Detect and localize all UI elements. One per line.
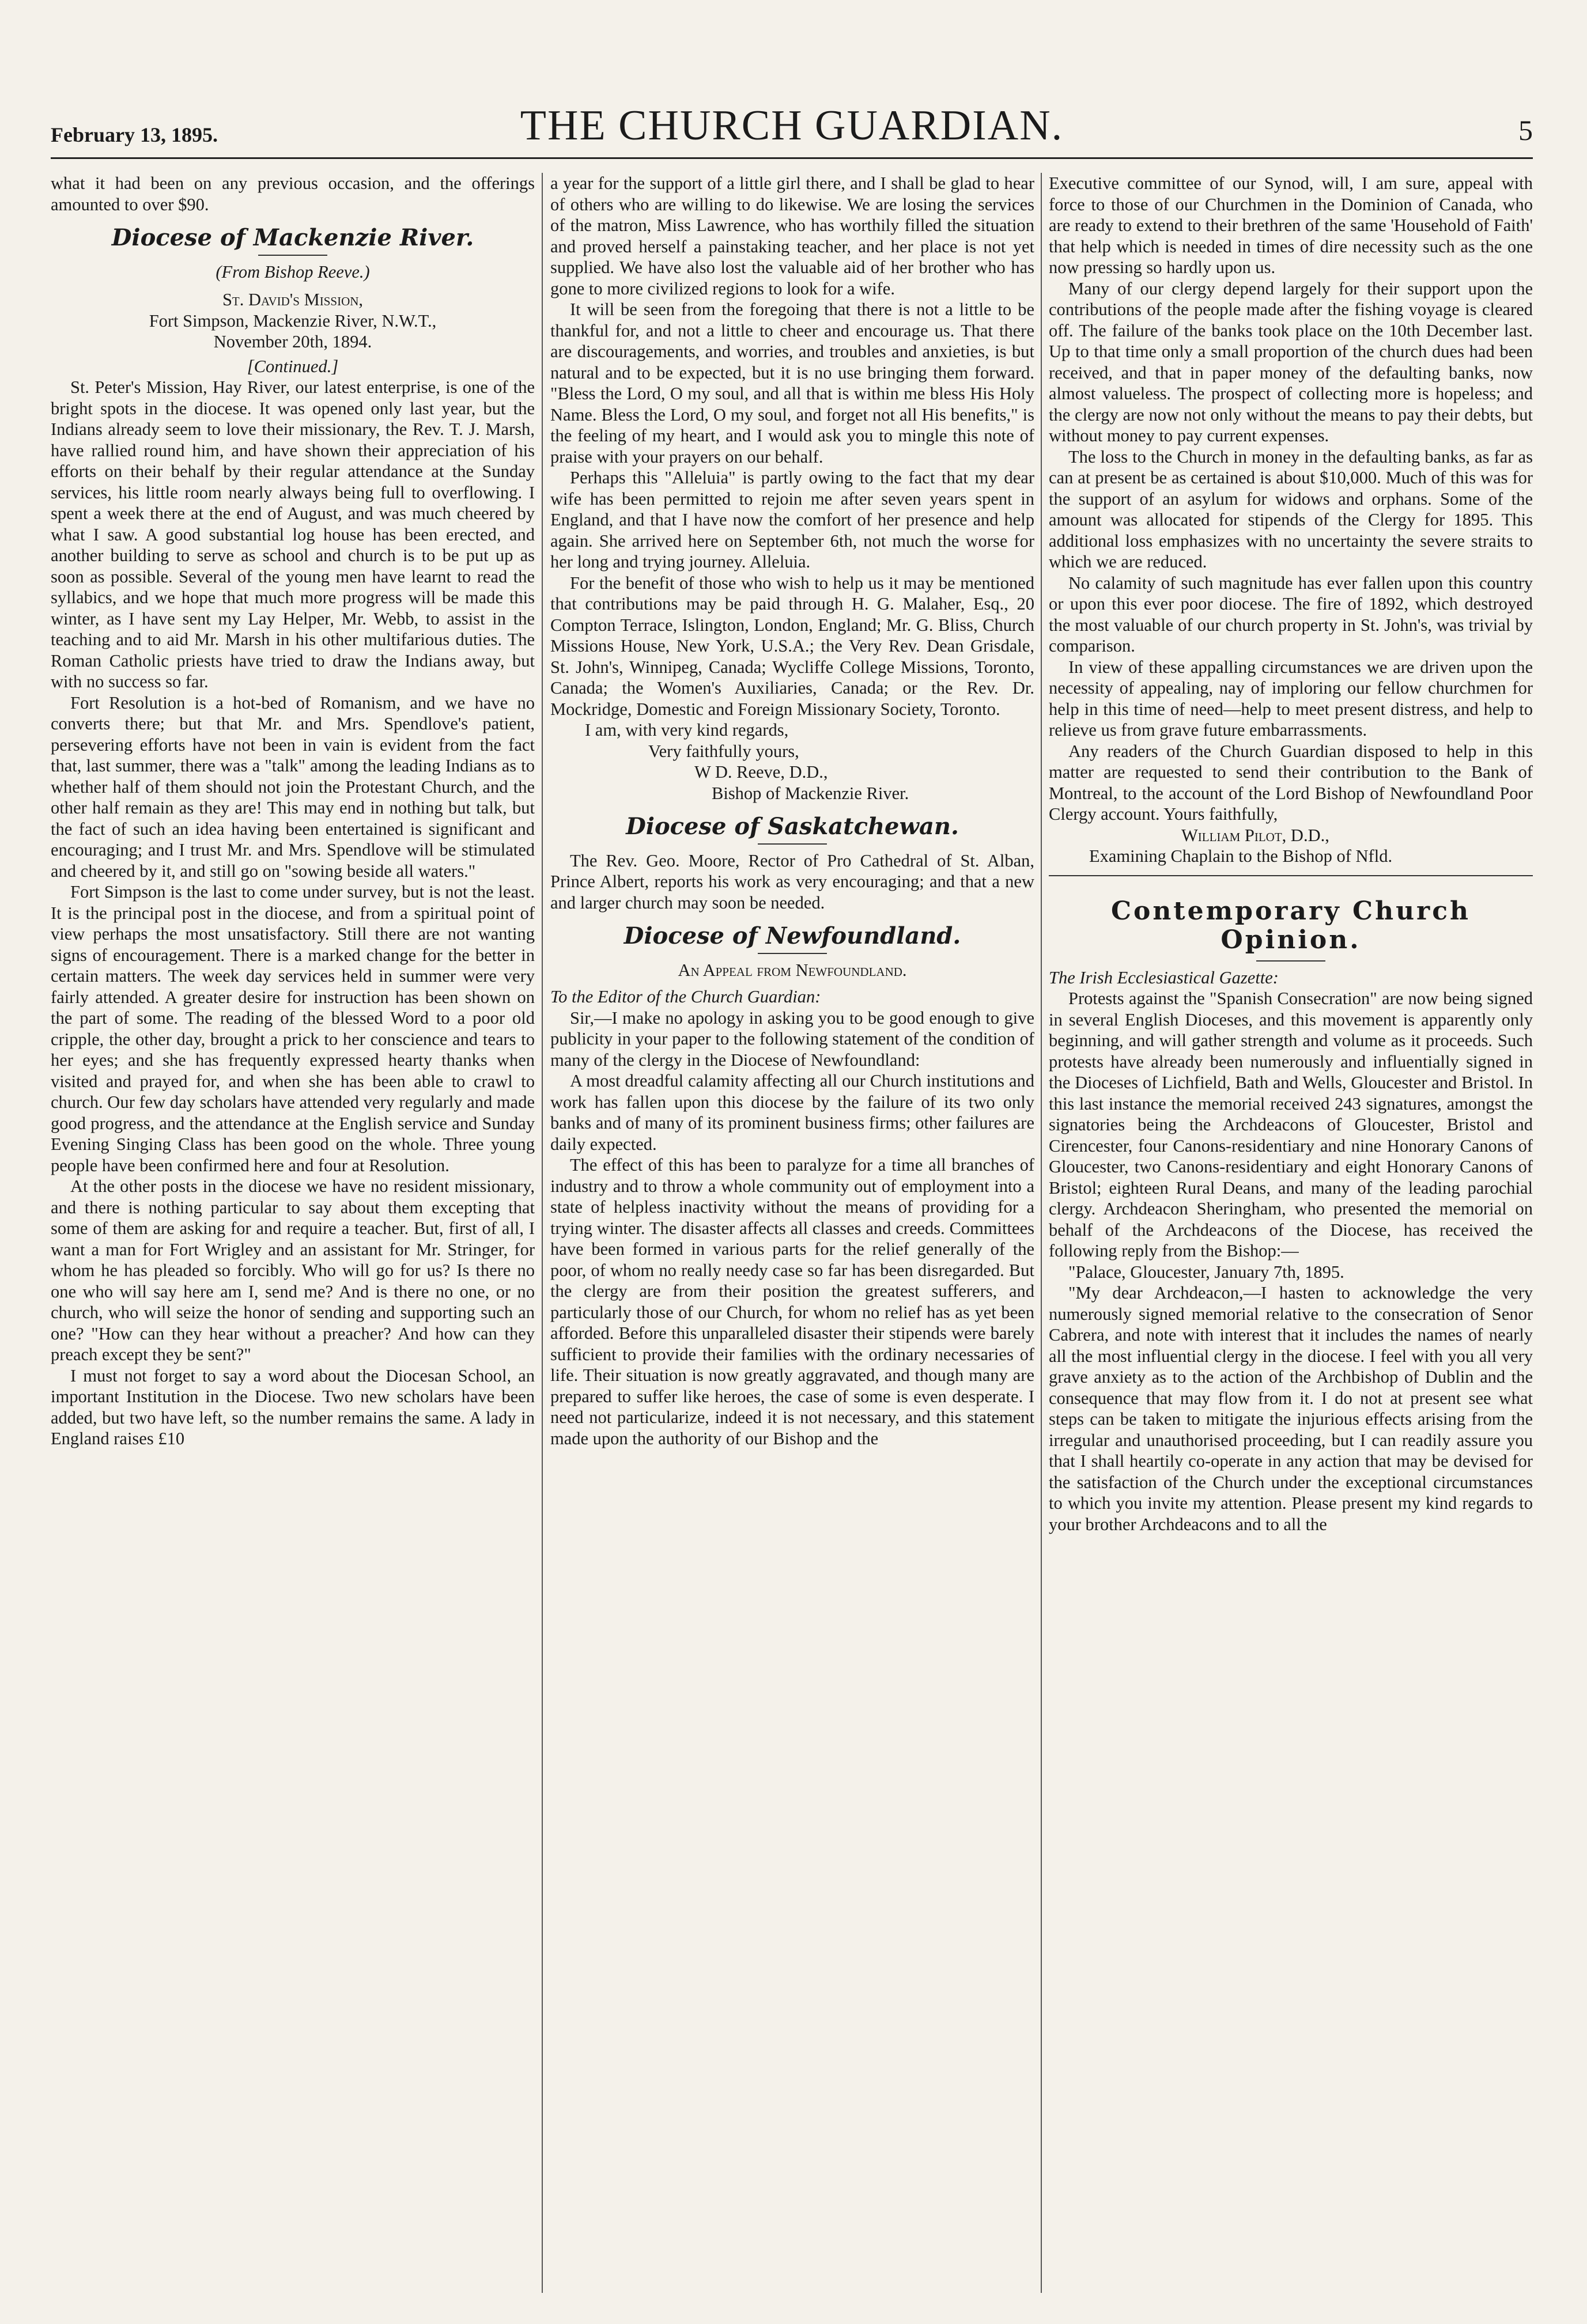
header-rule xyxy=(51,157,1533,159)
section-heading-mackenzie: Diocese of Mackenzie River. xyxy=(111,224,474,251)
letter-address xyxy=(51,289,535,353)
sub-heading: An Appeal from Newfoundland. xyxy=(678,960,907,980)
column-divider xyxy=(1041,173,1042,2293)
paragraph: Many of our clergy depend largely for their support upon the contributions of the people made after the fishing voyage is cleared off. The failure of the banks took place on the 10th December last. Up to that time only a small proportion of the church dues had been received, and that in paper money of the defaulting banks, now almost valueless. The prospect of collecting more is hopeless; and the clergy are now not only without the means to pay their debts, but without money to pay current expenses. xyxy=(1049,278,1533,445)
paragraph: For the benefit of those who wish to help us it may be mentioned that contributions may be paid through H. G. Malaher, Esq., 20 Compton Terrace, Islington, London, England; Mr. G. Bliss, Church Missions House, New York, U.S.A.; the Very Rev. Dean Grisdale, St. John's, Winnipeg, Canada; Wycliffe College Missions, Toronto, Canada; the Women's Auxiliaries, Canada; or the Rev. Dr. Mockridge, Domestic and Foreign Missionary Society, Toronto. xyxy=(550,573,1034,719)
paragraph: A most dreadful calamity affecting all our Church institutions and work has fallen upon this diocese by the failure of its two only banks and of many of its prominent business firms; other failures are daily expected. xyxy=(550,1071,1034,1154)
section-heading-newfoundland: Diocese of Newfoundland. xyxy=(624,922,961,949)
paragraph: Fort Simpson is the last to come under survey, but is not the least. It is the principal post in the diocese, and from a spiritual point of view perhaps the most unsatisfactory. Still there are not wanting signs of encouragement. There is a marked change for the better in certain matters. The week day services held in summer were very fairly attended. A greater desire for instruction has been shown on the part of some. The reading of the blessed Word to a poor old cripple, the other day, brought a prick to her conscience and tears to her eyes; and she has frequently expressed hearty thanks when visited and prayed for, and when she has been able to crawl to church. Our few day scholars have attended very regularly and made good progress, and the attendance at the English service and Sunday Evening Singing Class has been good on the whole. Three young people have been confirmed here and four at Resolution. xyxy=(51,882,535,1175)
signature-line: I am, with very kind regards, xyxy=(585,720,789,740)
paragraph: Fort Resolution is a hot-bed of Romanism, and we have no converts there; but that Mr. and Mrs. Spendlove's patient, persevering efforts have not been in vain is evident from the fact that, last summer, there was a "talk" among the leading Indians as to whether half of them should not join the Protestant Church, and the other half remain as they are! This may end in nothing but talk, but the fact of such an idea having been entertained is significant and encouraging; and I trust Mr. and Mrs. Spendlove will be stimulated and cheered by it, and still go on "sowing beside all waters." xyxy=(51,692,535,881)
paragraph: The effect of this has been to paralyze for a time all branches of industry and to throw a whole community out of employment into a state of helpless inactivity without the means of providing for a trying winter. The disaster affects all classes and creeds. Committees have been formed in various parts for the relief generally of the poor, of whom no really needy case so far has been disregarded. But the clergy are from their position the greatest sufferers, and particularly those of our Church, for whom no relief has as yet been afforded. Before this unparalleled disaster their stipends were barely sufficient to provide their families with the ordinary necessaries of life. Their situation is now greatly aggravated, and though many are prepared to suffer like heroes, the case of some is even desperate. I need not particularize, indeed it is not necessary, and this statement made upon the authority of our Bishop and the xyxy=(550,1155,1034,1448)
address-line: November 20th, 1894. xyxy=(213,332,372,351)
paragraph: Any readers of the Church Guardian disposed to help in this matter are requested to send their contribution to the Bank of Montreal, to the account of the Lord Bishop of Newfoundland Poor Clergy account. Yours faithfully, xyxy=(1049,741,1533,824)
signature-title: Bishop of Mackenzie River. xyxy=(712,783,909,803)
signature-title: Examining Chaplain to the Bishop of Nfld. xyxy=(1089,846,1393,866)
paragraph: what it had been on any previous occasion, and the offerings amounted to over $90. xyxy=(51,173,535,214)
column-2 xyxy=(550,173,1034,2293)
paragraph: The loss to the Church in money in the defaulting banks, as far as can at present be as certained is about $10,000. Much of this was for the support of an asylum for widows and orphans. Some of the amount was allocated for stipends of the Clergy for 1895. This additional loss emphasizes with no uncertainty the severe straits to which we are reduced. xyxy=(1049,446,1533,571)
paragraph: I must not forget to say a word about the Diocesan School, an important Institution in the Diocese. Two new scholars have been added, but two have left, so the number remains the same. A lady in England raises £10 xyxy=(51,1365,535,1448)
paragraph: At the other posts in the diocese we have no resident missionary, and there is nothing particular to say about them excepting that some of them are asking for and require a teacher. But, first of all, I want a man for Fort Wrigley and an assistant for Mr. Stringer, for whom he has pleaded so forcibly. Who will go for us? Is there no one who will say here am I, send me? And is there no one, or no church, who will seize the honor of sending and supporting such an one? "How can they hear without a preacher? And how can they preach except they be sent?" xyxy=(51,1176,535,1364)
divider xyxy=(758,843,827,845)
masthead xyxy=(51,98,1533,153)
address-line: St. David's Mission, xyxy=(222,290,364,309)
column-3 xyxy=(1049,173,1533,2293)
divider xyxy=(258,255,327,256)
signature-line: Very faithfully yours, xyxy=(648,741,799,761)
paragraph: Protests against the "Spanish Consecration" are now being signed in several English Dioceses, and this movement is apparently only beginning, and will gather strength and volume as it proceeds. Such protests have already been numerously and influentially signed in the Dioceses of Lichfield, Bath and Wells, Gloucester and Bristol. In this last instance the memorial received 243 signatures, amongst the signatories being the Archdeacons of Gloucester, Bristol and Cirencester, four Canons-residentiary and nine Honorary Canons of Gloucester, two Canons-residentiary and eight Honorary Canons of Bristol; eighteen Rural Deans, and many of the leading parochial clergy. Archdeacon Sheringham, who presented the memorial on behalf of the Archdeacons of the Diocese, has received the following reply from the Bishop:— xyxy=(1049,989,1533,1261)
paragraph: In view of these appalling circumstances we are driven upon the necessity of appealing, nay of imploring our fellow churchmen for help in this time of need—help to meet present distress, and help to relieve us from grave future embarrassments. xyxy=(1049,657,1533,740)
paragraph: a year for the support of a little girl there, and I shall be glad to hear of others who are willing to do likewise. We are losing the services of the matron, Miss Lawrence, who has worthily filled the situation and proved herself a painstaking teacher, and her place is not yet supplied. We have also lost the valuable aid of her brother who has gone to more civilized regions to look for a wife. xyxy=(550,173,1034,298)
column-1 xyxy=(51,173,535,2293)
salutation: To the Editor of the Church Guardian: xyxy=(550,987,821,1006)
section-heading-saskatchewan: Diocese of Saskatchewan. xyxy=(626,813,959,840)
divider xyxy=(1049,875,1533,876)
page-number: 5 xyxy=(1518,114,1533,146)
byline: (From Bishop Reeve.) xyxy=(216,262,370,282)
paragraph: "My dear Archdeacon,—I hasten to acknowledge the very numerously signed memorial relative to the consecration of Senor Cabrera, and note with interest that it includes the names of nearly all the most influential clergy in the diocese. I feel with you all very grave anxiety as to the action of the Archbishop of Dublin and the consequence that may flow from it. I do not at present see what steps can be taken to mitigate the injurious effects arising from the irregular and unauthorised proceeding, but I can readily assure you that I shall heartily co-operate in any action that may be devised for the satisfaction of the Church under the exceptional circumstances to which you invite my attention. Please present my kind regards to your brother Archdeacons and to all the xyxy=(1049,1283,1533,1534)
paragraph: No calamity of such magnitude has ever fallen upon this country or upon this ever poor diocese. The fire of 1892, which destroyed the most valuable of our church property in St. John's, was trivial by comparison. xyxy=(1049,573,1533,656)
source-name: The Irish Ecclesiastical Gazette: xyxy=(1049,967,1279,987)
paragraph: Executive committee of our Synod, will, I am sure, appeal with force to those of our Churchmen in the Dominion of Canada, who are ready to extend to their brethren of the same 'Household of Faith' that help which is needed in times of dire necessity such as the one now pressing so hardly upon us. xyxy=(1049,173,1533,277)
divider xyxy=(758,953,827,954)
signature-name: William Pilot, D.D., xyxy=(1181,825,1329,845)
paragraph: St. Peter's Mission, Hay River, our latest enterprise, is one of the bright spots in the diocese. It was opened only last year, but the Indians already seem to love their missionary, the Rev. T. J. Marsh, have rallied round him, and have shown their appreciation of his efforts on their behalf by their regular attendance at the Sunday services, his little room nearly always being full to overflowing. I spent a week there at the end of August, and was much cheered by what I saw. A good substantial log house has been erected, and another building to serve as school and church is to be put up as soon as possible. Several of the young men have learnt to read the syllabics, and we hope that much more progress will be made this winter, as I have sent my Lay Helper, Mr. Webb, to assist in the teaching and to aid Mr. Marsh in his other multifarious duties. The Roman Catholic priests have tried to draw the Indians away, but with no success so far. xyxy=(51,377,535,691)
column-divider xyxy=(542,173,543,2293)
paragraph: The Rev. Geo. Moore, Rector of Pro Cathedral of St. Alban, Prince Albert, reports his work as very encouraging; and that a new and larger church may soon be needed. xyxy=(550,850,1034,913)
paragraph: It will be seen from the foregoing that there is not a little to be thankful for, and not a little to cheer and encourage us. That there are discouragements, and worries, and troubles and anxieties, is but natural and to be expected, but it is no use bringing them forward. "Bless the Lord, O my soul, and all that is within me bless His Holy Name. Bless the Lord, O my soul, and forget not all His benefits," is the feeling of my heart, and I would ask you to mingle this note of praise with your prayers on our behalf. xyxy=(550,300,1034,467)
continued-note: [Continued.] xyxy=(247,356,339,376)
issue-date: February 13, 1895. xyxy=(51,123,218,146)
address-line: Fort Simpson, Mackenzie River, N.W.T., xyxy=(149,311,437,331)
paragraph: Perhaps this "Alleluia" is partly owing to the fact that my dear wife has been permitted to rejoin me after seven years spent in England, and that I have now the comfort of her presence and help again. She arrived here on September 6th, not much the worse for her long and trying journey. Alleluia. xyxy=(550,468,1034,571)
newspaper-title: THE CHURCH GUARDIAN. xyxy=(520,102,1064,149)
paragraph: "Palace, Gloucester, January 7th, 1895. xyxy=(1068,1262,1344,1282)
divider xyxy=(1256,960,1325,962)
section-heading-contemporary: Contemporary Church Opinion. xyxy=(1110,896,1471,955)
paragraph: Sir,—I make no apology in asking you to be good enough to give publicity in your paper to the following statement of the condition of many of the clergy in the Diocese of Newfoundland: xyxy=(550,1008,1034,1070)
signature-name: W D. Reeve, D.D., xyxy=(694,762,828,782)
